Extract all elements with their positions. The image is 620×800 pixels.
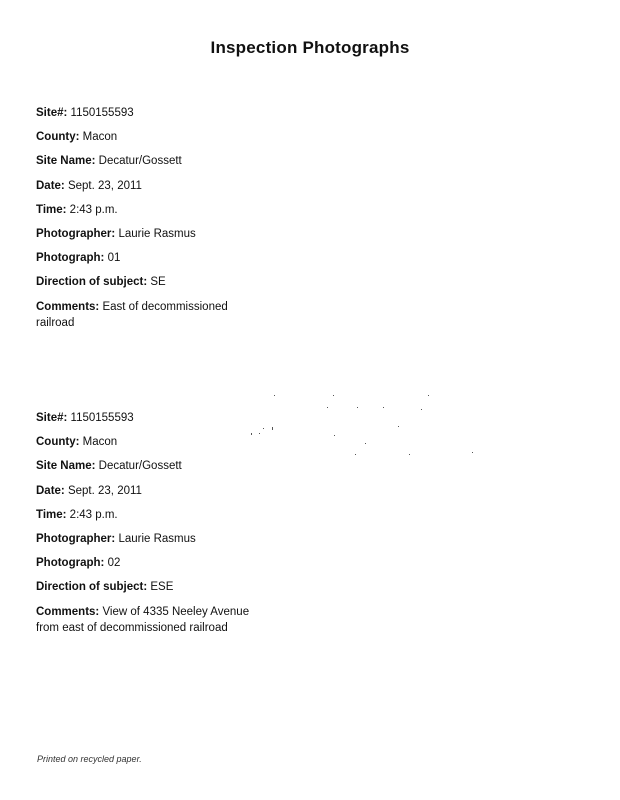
county-value: Macon: [82, 436, 118, 449]
date-field: [36, 179, 266, 203]
date-value: Sept. 23, 2011: [67, 179, 142, 192]
county-field: [36, 435, 266, 459]
direction-value: SE: [150, 276, 166, 289]
photographer-value: Laurie Rasmus: [118, 227, 196, 240]
comments-field: [36, 604, 266, 636]
photograph-number-field: [36, 251, 266, 275]
time-value: 2:43 p.m.: [69, 203, 118, 216]
recycled-paper-note: Printed on recycled paper.: [37, 754, 142, 764]
scan-specks: [240, 385, 490, 465]
time-label: Time:: [36, 508, 67, 521]
date-label: Date:: [36, 179, 65, 192]
photographer-field: [36, 532, 266, 556]
direction-label: Direction of subject:: [36, 276, 148, 289]
photographer-label: Photographer:: [36, 227, 116, 240]
photo-record-2: [36, 411, 266, 636]
direction-label: Direction of subject:: [36, 581, 148, 594]
photograph-number-value: 01: [107, 252, 121, 265]
county-label: County:: [36, 436, 80, 449]
site-name-label: Site Name:: [36, 155, 96, 168]
site-name-value: Decatur/Gossett: [98, 460, 182, 473]
time-label: Time:: [36, 203, 67, 216]
photograph-number-label: Photograph:: [36, 557, 105, 570]
site-name-field: [36, 459, 266, 483]
county-value: Macon: [82, 131, 118, 144]
date-label: Date:: [36, 484, 65, 497]
comments-field: [36, 299, 266, 331]
photographer-value: Laurie Rasmus: [118, 532, 196, 545]
time-value: 2:43 p.m.: [69, 508, 118, 521]
comments-value: East of decommissioned railroad: [36, 300, 228, 329]
photograph-number-value: 02: [107, 557, 121, 570]
page-title: Inspection Photographs: [210, 38, 410, 57]
time-field: [36, 203, 266, 227]
date-value: Sept. 23, 2011: [67, 484, 142, 497]
site-number-label: Site#:: [36, 107, 68, 119]
site-name-label: Site Name:: [36, 460, 96, 473]
site-number-value: 1150155593: [70, 107, 134, 119]
direction-field: [36, 580, 266, 604]
photograph-number-label: Photograph:: [36, 252, 105, 265]
county-field: [36, 130, 266, 154]
photographer-label: Photographer:: [36, 532, 116, 545]
time-field: [36, 508, 266, 532]
photograph-number-field: [36, 556, 266, 580]
site-number-field: [36, 411, 266, 435]
photo-record-1: [36, 106, 266, 331]
site-name-value: Decatur/Gossett: [98, 155, 182, 168]
comments-label: Comments:: [36, 605, 100, 618]
county-label: County:: [36, 131, 80, 144]
comments-value: View of 4335 Neeley Avenue from east of decommissioned railroad: [36, 605, 250, 634]
photographer-field: [36, 227, 266, 251]
comments-label: Comments:: [36, 300, 100, 313]
site-name-field: [36, 154, 266, 178]
direction-value: ESE: [150, 581, 174, 594]
site-number-value: 1150155593: [70, 412, 134, 424]
site-number-field: [36, 106, 266, 130]
direction-field: [36, 275, 266, 299]
site-number-label: Site#:: [36, 412, 68, 424]
date-field: [36, 484, 266, 508]
